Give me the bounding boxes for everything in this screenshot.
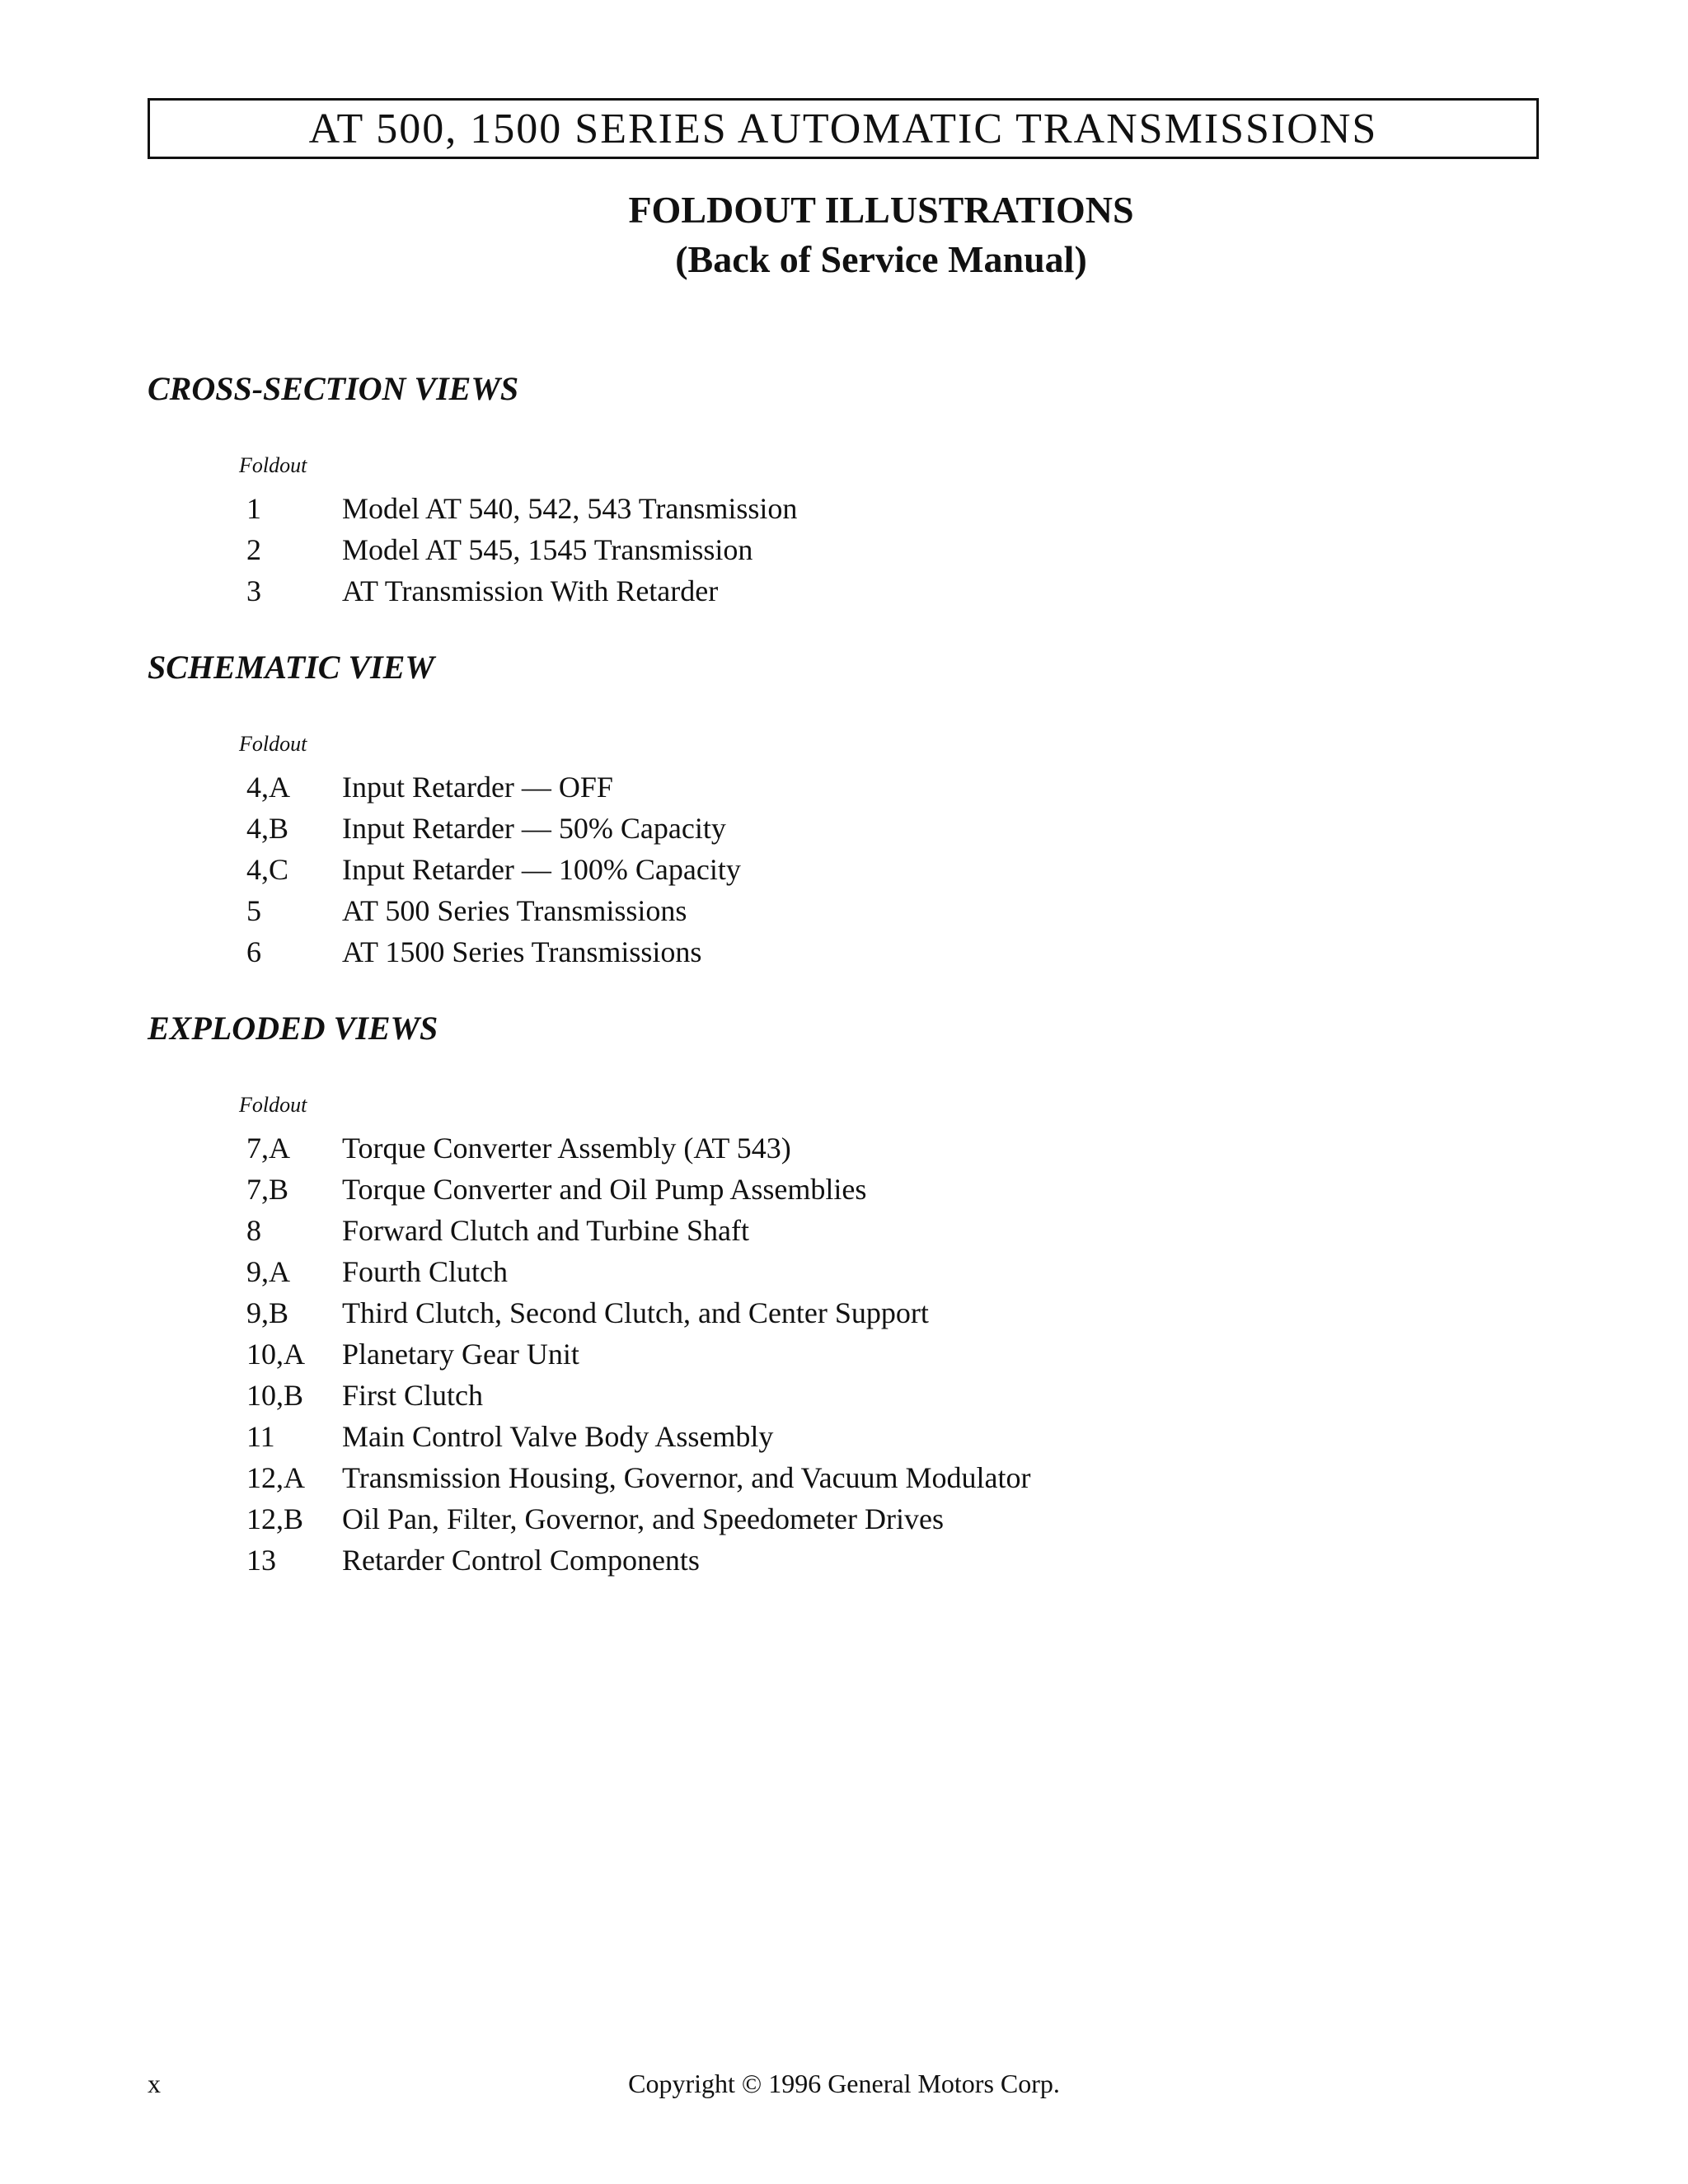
foldout-number: 10,A bbox=[246, 1338, 305, 1371]
foldout-description: Transmission Housing, Governor, and Vacuum Modulator bbox=[342, 1461, 1031, 1494]
foldout-list-item bbox=[148, 849, 1549, 890]
foldout-list bbox=[148, 1127, 1549, 1581]
foldout-list-item bbox=[148, 1210, 1549, 1251]
foldout-number: 3 bbox=[246, 574, 261, 607]
foldout-description: Input Retarder — 50% Capacity bbox=[342, 812, 726, 845]
foldout-column-label: Foldout bbox=[239, 453, 307, 477]
foldout-description: AT 1500 Series Transmissions bbox=[342, 935, 702, 968]
foldout-list-item bbox=[148, 1540, 1549, 1581]
foldout-list bbox=[148, 766, 1549, 972]
foldout-list-item bbox=[148, 570, 1549, 612]
foldout-number: 6 bbox=[246, 935, 261, 968]
foldout-list-item bbox=[148, 1457, 1549, 1498]
foldout-description: Retarder Control Components bbox=[342, 1544, 700, 1577]
foldout-description: Planetary Gear Unit bbox=[342, 1338, 579, 1371]
document-header-title: AT 500, 1500 SERIES AUTOMATIC TRANSMISSIONS bbox=[308, 105, 1378, 152]
foldout-number: 7,A bbox=[246, 1132, 290, 1165]
section-heading: EXPLODED VIEWS bbox=[148, 1010, 438, 1047]
foldout-list-item bbox=[148, 1375, 1549, 1416]
foldout-number: 8 bbox=[246, 1214, 261, 1247]
foldout-column-label: Foldout bbox=[239, 732, 307, 756]
section-heading: SCHEMATIC VIEW bbox=[148, 649, 434, 686]
section-cross-section-views bbox=[148, 369, 1549, 612]
foldout-list-item bbox=[148, 1333, 1549, 1375]
copyright-notice: Copyright © 1996 General Motors Corp. bbox=[628, 2069, 1060, 2098]
foldout-list-item bbox=[148, 1251, 1549, 1292]
foldout-number: 12,B bbox=[246, 1502, 304, 1535]
foldout-number: 1 bbox=[246, 492, 261, 525]
foldout-description: Model AT 540, 542, 543 Transmission bbox=[342, 492, 798, 525]
foldout-description: Oil Pan, Filter, Governor, and Speedometer Drives bbox=[342, 1502, 944, 1535]
foldout-list-item bbox=[148, 529, 1549, 570]
section-exploded-views bbox=[148, 1009, 1549, 1581]
page-number: x bbox=[148, 2069, 161, 2098]
header-box bbox=[148, 98, 1539, 159]
foldout-description: Forward Clutch and Turbine Shaft bbox=[342, 1214, 749, 1247]
foldout-number: 9,B bbox=[246, 1296, 289, 1329]
foldout-description: Torque Converter Assembly (AT 543) bbox=[342, 1132, 791, 1165]
foldout-number: 2 bbox=[246, 533, 261, 566]
foldout-list-item bbox=[148, 890, 1549, 931]
foldout-description: Model AT 545, 1545 Transmission bbox=[342, 533, 753, 566]
foldout-number: 13 bbox=[246, 1544, 276, 1577]
foldout-description: Third Clutch, Second Clutch, and Center Support bbox=[342, 1296, 929, 1329]
foldout-number: 10,B bbox=[246, 1379, 304, 1412]
foldout-list-item bbox=[148, 931, 1549, 972]
foldout-description: First Clutch bbox=[342, 1379, 484, 1412]
foldout-list-item bbox=[148, 1292, 1549, 1333]
foldout-number: 9,A bbox=[246, 1255, 290, 1288]
foldout-list-item bbox=[148, 488, 1549, 529]
foldout-number: 4,B bbox=[246, 812, 289, 845]
foldout-number: 11 bbox=[246, 1420, 275, 1453]
foldout-description: Fourth Clutch bbox=[342, 1255, 509, 1288]
foldout-description: AT Transmission With Retarder bbox=[342, 574, 719, 607]
foldout-number: 5 bbox=[246, 894, 261, 927]
foldout-number: 4,A bbox=[246, 771, 290, 804]
foldout-list-item bbox=[148, 1498, 1549, 1540]
foldout-description: Torque Converter and Oil Pump Assemblies bbox=[342, 1173, 867, 1206]
foldout-list-item bbox=[148, 1127, 1549, 1169]
foldout-description: Input Retarder — OFF bbox=[342, 771, 613, 804]
foldout-list bbox=[148, 488, 1549, 612]
foldout-list-item bbox=[148, 1416, 1549, 1457]
page-title: FOLDOUT ILLUSTRATIONS bbox=[628, 189, 1134, 231]
page-subtitle: (Back of Service Manual) bbox=[675, 238, 1087, 280]
foldout-list-item bbox=[148, 808, 1549, 849]
section-heading: CROSS-SECTION VIEWS bbox=[148, 370, 519, 407]
foldout-number: 12,A bbox=[246, 1461, 305, 1494]
foldout-number: 4,C bbox=[246, 853, 289, 886]
section-schematic-view bbox=[148, 648, 1549, 972]
foldout-description: Main Control Valve Body Assembly bbox=[342, 1420, 774, 1453]
foldout-list-item bbox=[148, 766, 1549, 808]
foldout-column-label: Foldout bbox=[239, 1093, 307, 1117]
foldout-number: 7,B bbox=[246, 1173, 289, 1206]
foldout-list-item bbox=[148, 1169, 1549, 1210]
foldout-description: Input Retarder — 100% Capacity bbox=[342, 853, 741, 886]
foldout-description: AT 500 Series Transmissions bbox=[342, 894, 687, 927]
